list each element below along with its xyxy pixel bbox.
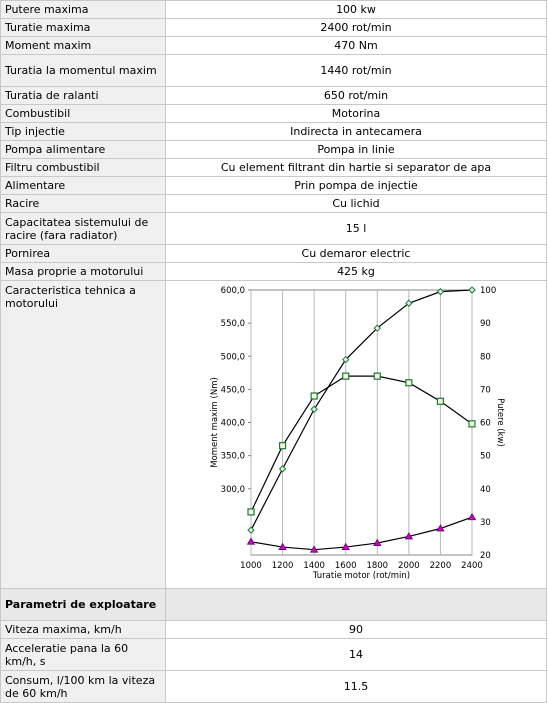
- data-point-square: [248, 509, 254, 515]
- spec-label: Capacitatea sistemului de racire (fara radiator): [1, 213, 166, 245]
- spec-value: 14: [166, 639, 547, 671]
- y-right-tick-label: 50: [480, 451, 491, 462]
- spec-value: 11.5: [166, 671, 547, 703]
- x-tick-label: 1800: [366, 561, 389, 571]
- data-point-square: [311, 393, 317, 399]
- data-point-square: [280, 443, 286, 449]
- spec-label: Viteza maxima, km/h: [1, 621, 166, 639]
- y-left-tick-label: 550,0: [220, 319, 245, 330]
- y-right-tick-label: 90: [480, 319, 491, 330]
- y-left-tick-label: 500,0: [220, 352, 245, 363]
- spec-label: Combustibil: [1, 105, 166, 123]
- y-left-tick-label: 400,0: [220, 418, 245, 429]
- spec-label: Pornirea: [1, 245, 166, 263]
- spec-label: Masa proprie a motorului: [1, 263, 166, 281]
- spec-row: [1, 639, 547, 671]
- spec-value: Cu demaror electric: [166, 245, 547, 263]
- x-tick-label: 2400: [461, 561, 483, 571]
- section-empty-cell: [166, 589, 547, 621]
- spec-label: Acceleratie pana la 60 km/h, s: [1, 639, 166, 671]
- data-point-square: [406, 380, 412, 386]
- spec-row: [1, 105, 547, 123]
- spec-value: Cu element filtrant din hartie si separator de apa: [166, 159, 547, 177]
- spec-row: [1, 87, 547, 105]
- x-tick-label: 1200: [271, 561, 294, 571]
- spec-value: 15 l: [166, 213, 547, 245]
- spec-row: [1, 37, 547, 55]
- spec-label: Turatie maxima: [1, 19, 166, 37]
- y-right-tick-label: 60: [480, 418, 491, 429]
- x-tick-label: 1400: [303, 561, 325, 571]
- spec-value: Indirecta in antecamera: [166, 123, 547, 141]
- spec-row: [1, 159, 547, 177]
- y-left-tick-label: 450,0: [220, 385, 245, 396]
- spec-label: Tip injectie: [1, 123, 166, 141]
- spec-label: Alimentare: [1, 177, 166, 195]
- spec-row: [1, 195, 547, 213]
- spec-row: [1, 213, 547, 245]
- chart-row-label: Caracteristica tehnica a motorului: [1, 281, 166, 589]
- spec-row: [1, 621, 547, 639]
- spec-label: Putere maxima: [1, 1, 166, 19]
- y-right-axis-label: Putere (kw): [495, 398, 505, 447]
- spec-row: [1, 141, 547, 159]
- spec-label: Filtru combustibil: [1, 159, 166, 177]
- spec-value: 2400 rot/min: [166, 19, 547, 37]
- spec-label: Consum, l/100 km la viteza de 60 km/h: [1, 671, 166, 703]
- spec-row: [1, 123, 547, 141]
- spec-row: [1, 263, 547, 281]
- x-tick-label: 1000: [240, 561, 262, 571]
- data-point-square: [469, 421, 475, 427]
- y-left-tick-label: 600,0: [220, 286, 245, 296]
- y-right-tick-label: 80: [480, 352, 491, 363]
- spec-value: Cu lichid: [166, 195, 547, 213]
- spec-label: Turatia de ralanti: [1, 87, 166, 105]
- section-title: Parametri de exploatare: [1, 589, 166, 621]
- spec-value: Motorina: [166, 105, 547, 123]
- y-right-tick-label: 30: [480, 517, 491, 528]
- spec-row: [1, 1, 547, 19]
- spec-row: [1, 245, 547, 263]
- spec-value: 470 Nm: [166, 37, 547, 55]
- spec-value: 90: [166, 621, 547, 639]
- data-point-square: [437, 398, 443, 404]
- chart-row: [1, 281, 547, 589]
- spec-value: 1440 rot/min: [166, 55, 547, 87]
- x-tick-label: 2200: [429, 561, 452, 571]
- y-left-tick-label: 300,0: [220, 484, 245, 495]
- spec-value: 100 kw: [166, 1, 547, 19]
- spec-label: Turatia la momentul maxim: [1, 55, 166, 87]
- spec-row: [1, 177, 547, 195]
- spec-value: 425 kg: [166, 263, 547, 281]
- spec-label: Moment maxim: [1, 37, 166, 55]
- y-right-tick-label: 100: [480, 286, 497, 296]
- y-right-tick-label: 40: [480, 484, 491, 495]
- spec-label: Racire: [1, 195, 166, 213]
- data-point-square: [374, 373, 380, 379]
- x-axis-label: Turatie motor (rot/min): [312, 571, 411, 581]
- spec-row: [1, 671, 547, 703]
- y-right-tick-label: 70: [480, 385, 491, 396]
- y-left-axis-label: Moment maxim (Nm): [210, 377, 220, 468]
- spec-row: [1, 19, 547, 37]
- spec-value: 650 rot/min: [166, 87, 547, 105]
- section-header-row: [1, 589, 547, 621]
- spec-row: [1, 55, 547, 87]
- spec-value: Pompa in linie: [166, 141, 547, 159]
- spec-label: Pompa alimentare: [1, 141, 166, 159]
- chart-cell: [166, 281, 547, 589]
- spec-value: Prin pompa de injectie: [166, 177, 547, 195]
- data-point-square: [343, 373, 349, 379]
- x-tick-label: 2000: [398, 561, 420, 571]
- x-tick-label: 1600: [334, 561, 357, 571]
- y-right-tick-label: 20: [480, 551, 491, 561]
- engine-characteristic-chart: [206, 282, 506, 584]
- y-left-tick-label: 350,0: [220, 451, 245, 462]
